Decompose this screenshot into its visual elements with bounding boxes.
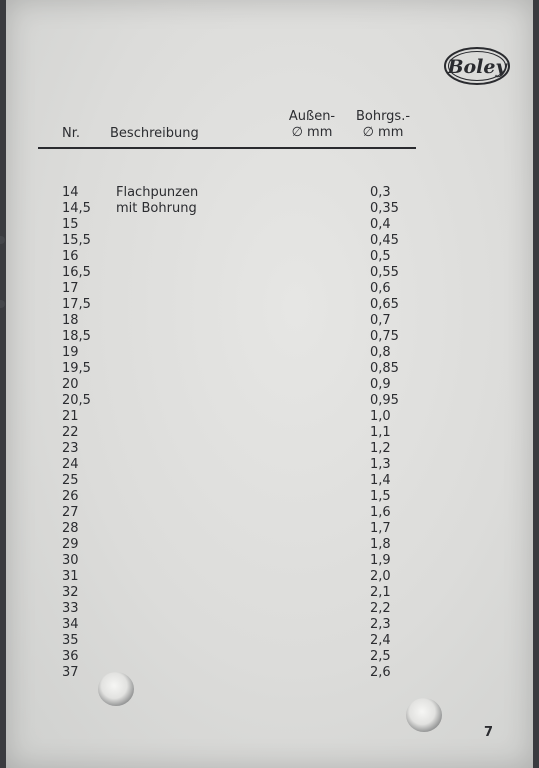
- cell-bohrung: 1,8: [370, 537, 391, 552]
- table-row: [6, 265, 533, 281]
- cell-bohrung: 0,75: [370, 329, 399, 344]
- cell-nr: 18,5: [62, 329, 91, 344]
- cell-nr: 23: [62, 441, 79, 456]
- cell-nr: 37: [62, 665, 79, 680]
- cell-nr: 26: [62, 489, 79, 504]
- cell-bohrung: 1,7: [370, 521, 391, 536]
- column-header-nr: Nr.: [62, 126, 81, 141]
- table-row: [6, 617, 533, 633]
- cell-bohrung: 1,3: [370, 457, 391, 472]
- catalog-page: [6, 0, 533, 768]
- cell-nr: 33: [62, 601, 79, 616]
- cell-bohrung: 0,6: [370, 281, 391, 296]
- cell-bohrung: 2,0: [370, 569, 391, 584]
- cell-beschreibung: mit Bohrung: [116, 201, 197, 216]
- column-header-aussen-line1: Außen-: [288, 109, 336, 124]
- logo-text: Boley: [447, 56, 507, 78]
- cell-bohrung: 0,45: [370, 233, 399, 248]
- cell-nr: 34: [62, 617, 79, 632]
- table-row: [6, 361, 533, 377]
- boley-logo: [442, 42, 512, 90]
- cell-nr: 15: [62, 217, 79, 232]
- cell-bohrung: 0,35: [370, 201, 399, 216]
- cell-bohrung: 1,4: [370, 473, 391, 488]
- cell-nr: 25: [62, 473, 79, 488]
- cell-nr: 22: [62, 425, 79, 440]
- table-row: [6, 505, 533, 521]
- cell-bohrung: 1,2: [370, 441, 391, 456]
- table-row: [6, 313, 533, 329]
- column-header-beschreibung: Beschreibung: [110, 126, 199, 141]
- cell-beschreibung: Flachpunzen: [116, 185, 199, 200]
- table-row: [6, 297, 533, 313]
- cell-nr: 20,5: [62, 393, 91, 408]
- cell-nr: 15,5: [62, 233, 91, 248]
- cell-bohrung: 0,9: [370, 377, 391, 392]
- column-header-bohrung: [348, 109, 418, 141]
- cell-bohrung: 2,2: [370, 601, 391, 616]
- cell-bohrung: 2,5: [370, 649, 391, 664]
- cell-bohrung: 0,55: [370, 265, 399, 280]
- punch-hole: [98, 672, 134, 706]
- table-row: [6, 489, 533, 505]
- cell-bohrung: 0,4: [370, 217, 391, 232]
- cell-nr: 17,5: [62, 297, 91, 312]
- table-row: [6, 633, 533, 649]
- cell-nr: 36: [62, 649, 79, 664]
- table-row: [6, 537, 533, 553]
- cell-nr: 17: [62, 281, 79, 296]
- table-row: [6, 585, 533, 601]
- cell-bohrung: 0,8: [370, 345, 391, 360]
- table-row: [6, 553, 533, 569]
- table-row: [6, 473, 533, 489]
- table-row: [6, 649, 533, 665]
- column-header-aussen-line2: ∅ mm: [291, 125, 333, 140]
- cell-nr: 20: [62, 377, 79, 392]
- column-header-bohrung-line1: Bohrgs.-: [355, 109, 411, 124]
- cell-bohrung: 1,0: [370, 409, 391, 424]
- edge-mark: [0, 300, 5, 308]
- table-body: [6, 185, 533, 681]
- cell-bohrung: 0,7: [370, 313, 391, 328]
- punch-hole: [406, 698, 442, 732]
- table-row: [6, 217, 533, 233]
- cell-bohrung: 1,1: [370, 425, 391, 440]
- cell-bohrung: 0,85: [370, 361, 399, 376]
- cell-bohrung: 0,95: [370, 393, 399, 408]
- table-row: [6, 393, 533, 409]
- cell-nr: 27: [62, 505, 79, 520]
- cell-nr: 21: [62, 409, 79, 424]
- table-row: [6, 329, 533, 345]
- cell-nr: 31: [62, 569, 79, 584]
- page-number: 7: [484, 725, 494, 740]
- cell-nr: 16: [62, 249, 79, 264]
- cell-bohrung: 0,3: [370, 185, 391, 200]
- cell-nr: 16,5: [62, 265, 91, 280]
- column-header-bohrung-line2: ∅ mm: [362, 125, 404, 140]
- table-row: [6, 457, 533, 473]
- cell-nr: 32: [62, 585, 79, 600]
- table-row: [6, 665, 533, 681]
- edge-mark: [0, 236, 5, 244]
- cell-bohrung: 1,6: [370, 505, 391, 520]
- cell-nr: 19: [62, 345, 79, 360]
- cell-bohrung: 0,65: [370, 297, 399, 312]
- cell-nr: 24: [62, 457, 79, 472]
- table-row: [6, 569, 533, 585]
- table-row: [6, 201, 533, 217]
- column-header-aussen: [284, 109, 340, 141]
- cell-nr: 35: [62, 633, 79, 648]
- cell-nr: 28: [62, 521, 79, 536]
- cell-nr: 30: [62, 553, 79, 568]
- cell-nr: 14,5: [62, 201, 91, 216]
- cell-bohrung: 2,4: [370, 633, 391, 648]
- cell-nr: 29: [62, 537, 79, 552]
- table-row: [6, 345, 533, 361]
- table-row: [6, 441, 533, 457]
- cell-bohrung: 1,5: [370, 489, 391, 504]
- table-row: [6, 409, 533, 425]
- cell-nr: 19,5: [62, 361, 91, 376]
- table-row: [6, 249, 533, 265]
- cell-bohrung: 2,6: [370, 665, 391, 680]
- table-row: [6, 521, 533, 537]
- table-row: [6, 377, 533, 393]
- cell-bohrung: 0,5: [370, 249, 391, 264]
- cell-bohrung: 2,3: [370, 617, 391, 632]
- table-row: [6, 601, 533, 617]
- cell-bohrung: 1,9: [370, 553, 391, 568]
- table-row: [6, 425, 533, 441]
- table-row: [6, 185, 533, 201]
- cell-bohrung: 2,1: [370, 585, 391, 600]
- cell-nr: 18: [62, 313, 79, 328]
- table-row: [6, 281, 533, 297]
- header-rule: [38, 147, 416, 149]
- table-row: [6, 233, 533, 249]
- cell-nr: 14: [62, 185, 79, 200]
